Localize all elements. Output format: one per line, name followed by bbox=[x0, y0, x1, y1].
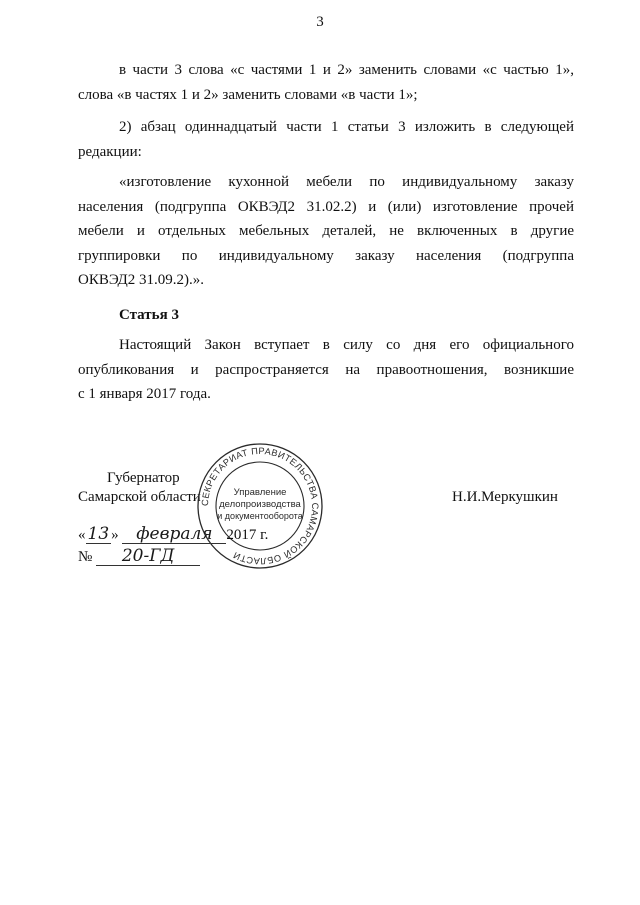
signatory-position-line2: Самарской области bbox=[78, 489, 201, 505]
stamp-center-line: делопроизводства bbox=[219, 499, 301, 510]
page-number: 3 bbox=[316, 14, 324, 30]
stamp-ring-text: СЕКРЕТАРИАТ ПРАВИТЕЛЬСТВА САМАРСКОЙ ОБЛАСТИ bbox=[199, 445, 321, 567]
text-line: в части 3 слова «с частями 1 и 2» заменить словами «с частью 1», bbox=[119, 62, 574, 78]
text-line: с 1 января 2017 года. bbox=[78, 386, 211, 402]
official-stamp bbox=[195, 441, 325, 571]
stamp-center-line: Управление bbox=[233, 487, 287, 498]
signatory-position-line1: Губернатор bbox=[107, 470, 180, 486]
quoted-text bbox=[78, 170, 574, 293]
text-line: Настоящий Закон вступает в силу со дня его официального bbox=[119, 337, 574, 353]
text-line: «изготовление кухонной мебели по индивидуальному заказу bbox=[119, 174, 574, 190]
amendment-paragraph-2 bbox=[78, 115, 574, 164]
date-line bbox=[78, 526, 268, 545]
text-line: опубликования и распространяется на правоотношения, возникшие bbox=[78, 361, 574, 378]
date-year: 2017 г. bbox=[226, 527, 269, 543]
document-number: 20-ГД bbox=[96, 548, 200, 566]
date-open-quote: « bbox=[78, 527, 86, 543]
signatory-name: Н.И.Меркушкин bbox=[452, 489, 558, 505]
date-day: 13 bbox=[87, 524, 110, 544]
date-close-quote: » bbox=[111, 527, 119, 543]
text-line: слова «в частях 1 и 2» заменить словами «в части 1»; bbox=[78, 86, 418, 103]
text-line: ОКВЭД2 31.09.2).». bbox=[78, 272, 204, 288]
article-heading: Статья 3 bbox=[119, 307, 179, 323]
number-line bbox=[78, 548, 200, 567]
text-line: населения (подгруппа ОКВЭД2 31.02.2) и (или) изготовление прочей bbox=[78, 198, 574, 215]
amendment-paragraph-1 bbox=[78, 58, 574, 107]
date-month: февраля bbox=[122, 526, 226, 544]
stamp-center-line: и документооборота bbox=[217, 511, 303, 521]
number-prefix: № bbox=[78, 549, 93, 565]
text-line: 2) абзац одиннадцатый части 1 статьи 3 изложить в следующей bbox=[119, 119, 574, 135]
text-line: мебели и отдельных мебельных деталей, не включенных в другие bbox=[78, 223, 574, 239]
article-3-text bbox=[78, 333, 574, 407]
text-line: редакции: bbox=[78, 143, 142, 160]
text-line: группировки по индивидуальному заказу населения (подгруппа bbox=[78, 247, 574, 264]
